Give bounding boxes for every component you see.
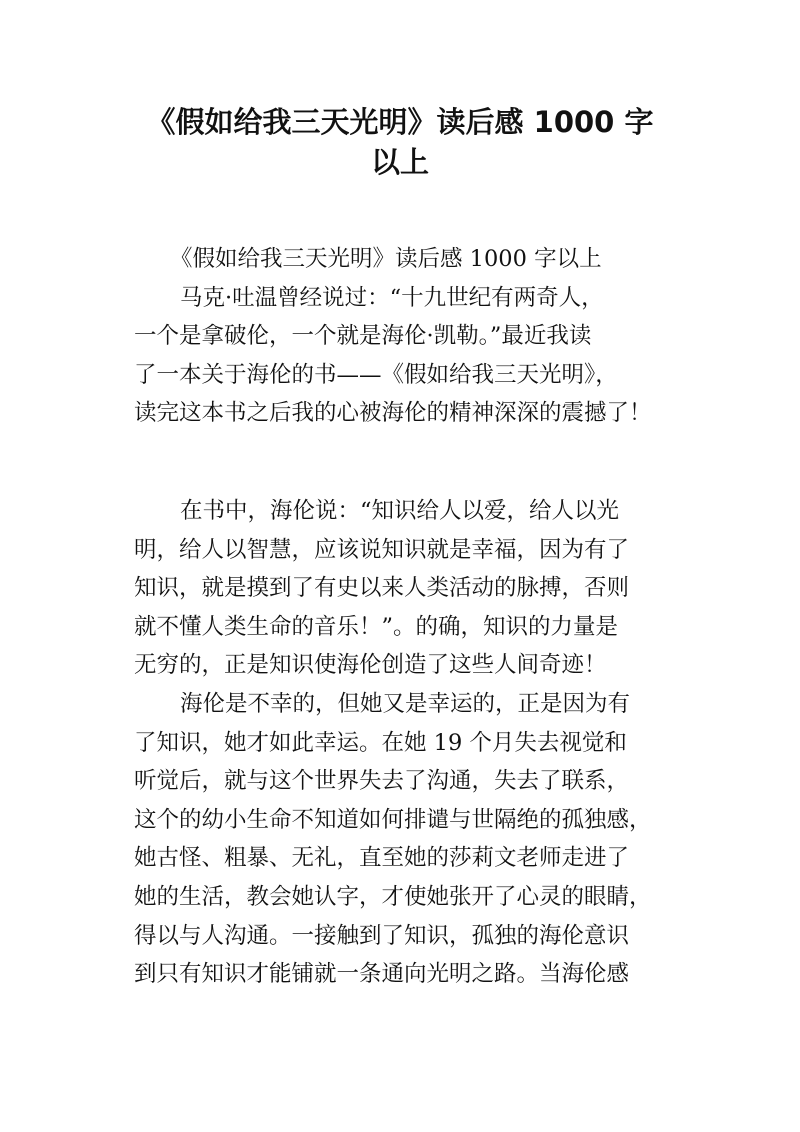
document-title-line-2: 以上 (370, 145, 429, 179)
paragraph-gap (134, 433, 694, 492)
text-line: 《假如给我三天光明》读后感 1000 字以上 (170, 246, 602, 272)
paragraph-subtitle (134, 240, 694, 279)
text-line: 读完这本书之后我的心被海伦的精神深深的震撼了！ (134, 400, 652, 427)
paragraph-3 (134, 685, 694, 994)
text-line: 知识，就是摸到了有史以来人类活动的脉搏，否则 (134, 575, 630, 602)
text-line: 她古怪、粗暴、无礼，直至她的莎莉文老师走进了 (134, 845, 630, 872)
document-title-line-1: 《假如给我三天光明》读后感 1000 字 (146, 105, 654, 139)
text-line: 她的生活，教会她认字，才使她张开了心灵的眼睛， (134, 883, 652, 910)
text-line: 明，给人以智慧，应该说知识就是幸福，因为有了 (134, 536, 630, 563)
text-line: 无穷的，正是知识使海伦创造了这些人间奇迹！ (134, 652, 607, 679)
text-line: 一个是拿破伦，一个就是海伦·凯勒。”最近我读 (134, 323, 592, 350)
text-line: 到只有知识才能铺就一条通向光明之路。当海伦感 (134, 961, 630, 988)
text-line: 得以与人沟通。一接触到了知识，孤独的海伦意识 (134, 922, 630, 949)
text-line: 马克·吐温曾经说过：“十九世纪有两奇人， (180, 284, 604, 311)
paragraph-1 (134, 279, 694, 433)
document-body (134, 240, 694, 994)
text-line: 在书中，海伦说：“知识给人以爱，给人以光 (180, 497, 620, 524)
text-line: 这个的幼小生命不知道如何排谴与世隔绝的孤独感， (134, 806, 652, 833)
text-line: 听觉后，就与这个世界失去了沟通，失去了联系， (134, 768, 630, 795)
text-line: 了知识，她才如此幸运。在她 19 个月失去视觉和 (134, 729, 627, 756)
text-line: 海伦是不幸的，但她又是幸运的，正是因为有 (180, 690, 631, 717)
text-line: 就不懂人类生命的音乐！”。的确，知识的力量是 (134, 613, 619, 640)
text-line: 了一本关于海伦的书——《假如给我三天光明》， (134, 361, 618, 388)
paragraph-2 (134, 492, 694, 685)
